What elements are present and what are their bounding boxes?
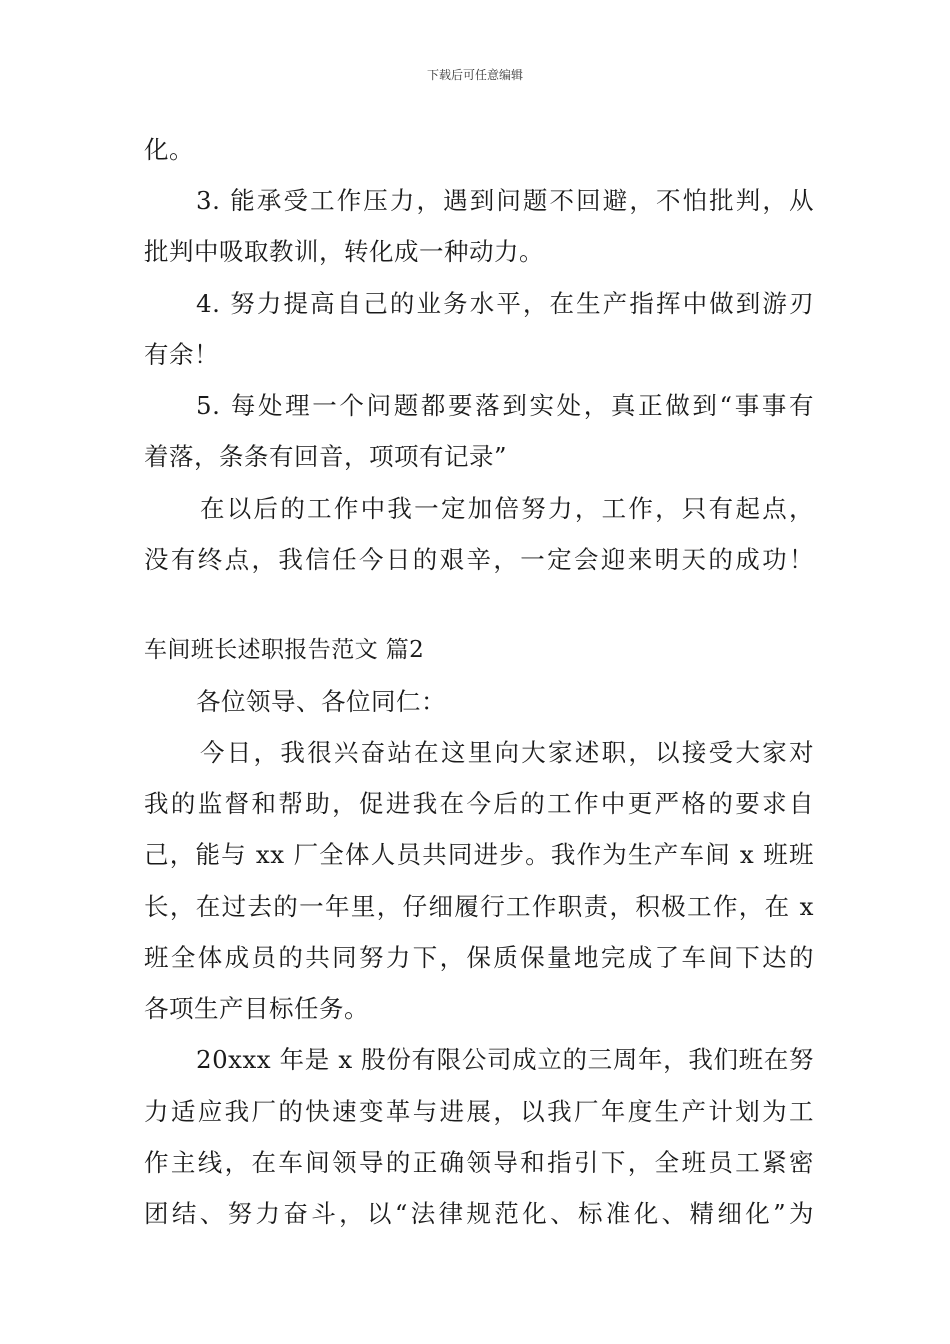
text-line: 5. 每处理一个问题都要落到实处，真正做到“事事有 bbox=[196, 391, 814, 420]
text-line: 作主线，在车间领导的正确领导和指引下，全班员工紧密 bbox=[144, 1148, 814, 1177]
text-line: 己，能与 xx 厂全体人员共同进步。我作为生产车间 x 班班 bbox=[144, 840, 814, 869]
text-line: 20xxx 年是 x 股份有限公司成立的三周年，我们班在努 bbox=[196, 1045, 814, 1074]
text-line: 力适应我厂的快速变革与进展，以我厂年度生产计划为工 bbox=[144, 1097, 814, 1126]
text-line: 3. 能承受工作压力，遇到问题不回避，不怕批判，从 bbox=[196, 186, 814, 215]
text-line: 团结、努力奋斗，以“法律规范化、标准化、精细化”为 bbox=[144, 1199, 814, 1228]
section-heading: 车间班长述职报告范文 篇2 bbox=[144, 637, 425, 663]
text-line: 我的监督和帮助，促进我在今后的工作中更严格的要求自 bbox=[144, 789, 814, 818]
text-line: 化。 bbox=[144, 135, 194, 164]
text-line: 长，在过去的一年里，仔细履行工作职责，积极工作，在 x bbox=[144, 892, 814, 921]
text-line: 4. 努力提高自己的业务水平，在生产指挥中做到游刃 bbox=[196, 289, 814, 318]
text-line: 班全体成员的共同努力下，保质保量地完成了车间下达的 bbox=[144, 943, 814, 972]
page-header: 下载后可任意编辑 bbox=[426, 68, 523, 82]
text-line: 着落，条条有回音，项项有记录” bbox=[144, 442, 508, 471]
text-line: 没有终点，我信任今日的艰辛，一定会迎来明天的成功！ bbox=[144, 545, 814, 574]
text-line: 在以后的工作中我一定加倍努力，工作，只有起点， bbox=[200, 494, 814, 523]
salutation: 各位领导、各位同仁： bbox=[196, 687, 446, 716]
text-line: 今日，我很兴奋站在这里向大家述职，以接受大家对 bbox=[200, 738, 814, 767]
text-line: 有余！ bbox=[144, 340, 219, 369]
text-line: 各项生产目标任务。 bbox=[144, 994, 369, 1023]
text-line: 批判中吸取教训，转化成一种动力。 bbox=[144, 237, 544, 266]
